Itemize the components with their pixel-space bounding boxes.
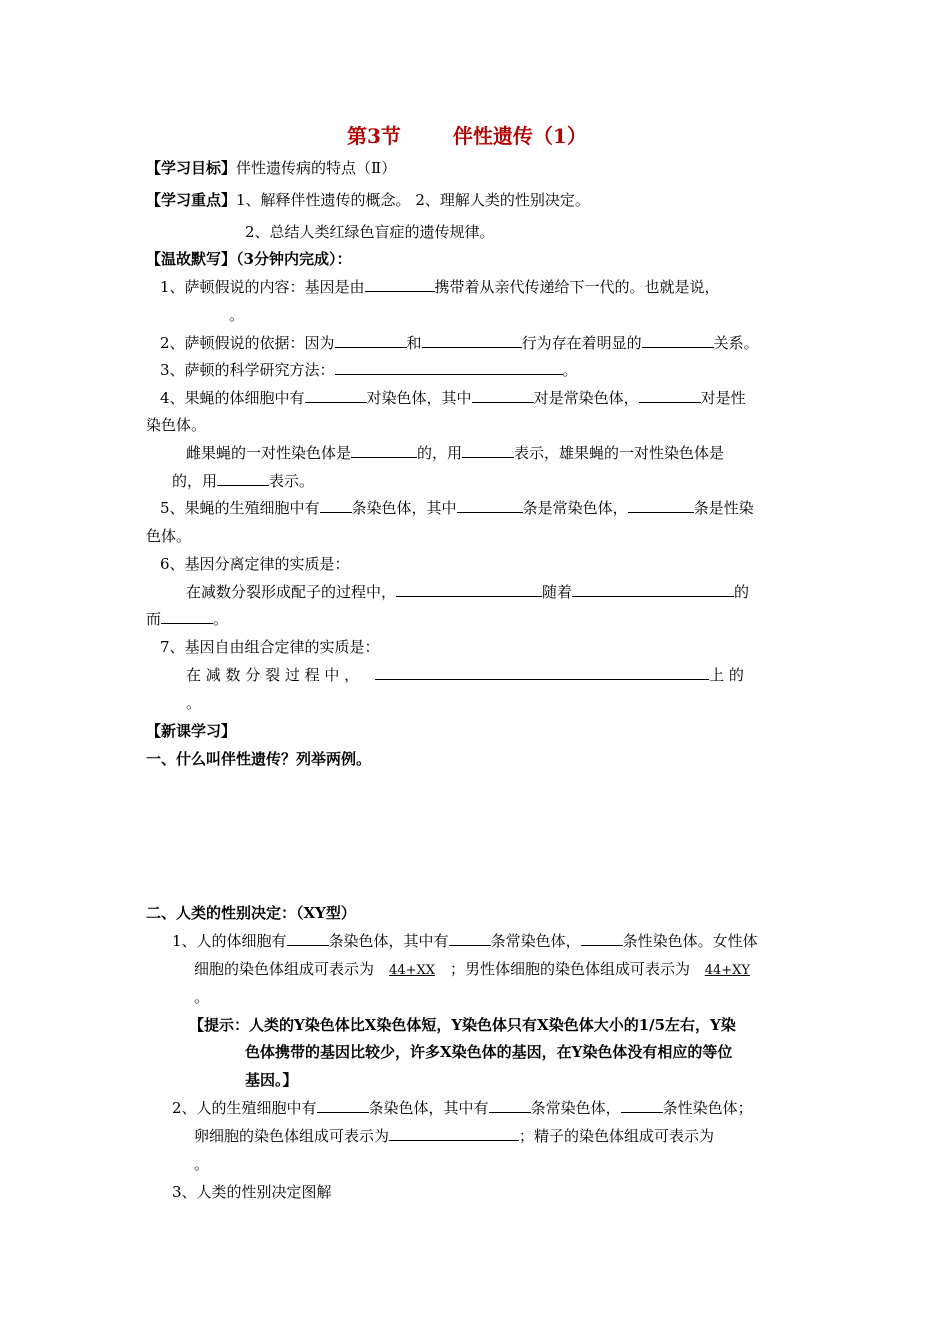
q4-continued: 染色体。 [146,416,207,434]
p2-end: 。 [194,1155,210,1173]
q4-text-j: 表示。 [269,472,315,490]
review-q7-body [186,665,744,685]
q6-text-d: 的 [734,583,750,601]
review-q4-male [172,471,314,491]
objective-line [146,158,396,178]
q2-blank-3[interactable] [642,333,714,348]
male-karyotype: 44+XY [704,963,751,978]
objective-label: 【学习目标】 [146,159,237,177]
p2-text-a: 2、人的生殖细胞中有 [172,1099,317,1117]
q3-blank-1[interactable] [335,360,563,375]
q4-text-h: 表示，雄果蝇的一对性染色体是 [514,444,725,462]
p1-text-e: 细胞的染色体组成可表示为 [194,960,375,978]
q3-text-a: 3、萨顿的科学研究方法： [160,361,335,379]
q6-text-f: 。 [213,610,229,628]
q7-end: 。 [186,694,202,712]
review-q1 [160,277,720,297]
q4-blank-5[interactable] [462,443,514,458]
q5-text-b: 条染色体，其中 [351,499,457,517]
p2-text-b: 条染色体，其中有 [368,1099,489,1117]
p2-blank-4[interactable] [389,1126,519,1141]
q5-blank-1[interactable] [320,498,352,513]
q2-blank-2[interactable] [422,333,522,348]
newlesson-label: 【新课学习】 [146,722,237,740]
section-two-heading: 二、人类的性别决定：（XY型） [146,904,356,922]
q6-text-b: 在减数分裂形成配子的过程中， [186,583,397,601]
q4-blank-3[interactable] [639,388,701,403]
p1-text-b: 条染色体，其中有 [328,932,449,950]
q6-blank-1[interactable] [396,582,542,597]
section-one-heading: 一、什么叫伴性遗传？列举两例。 [146,750,372,768]
q4-text-a: 4、果蝇的体细胞中有 [160,389,305,407]
q5-text-d: 条是性染 [693,499,754,517]
q2-blank-1[interactable] [335,333,407,348]
section-number: 第3节 [347,124,401,148]
p2-blank-3[interactable] [621,1098,663,1113]
female-karyotype: 44+XX [389,963,435,978]
q6-text-c: 随着 [542,583,573,601]
q7-blank-1[interactable] [375,665,709,680]
objective-text: 伴性遗传病的特点（Ⅱ） [236,159,397,177]
q1-end: 。 [229,306,245,324]
q4-blank-1[interactable] [305,388,367,403]
q7-text-b: 在 减 数 分 裂 过 程 中 ， [186,666,360,684]
p2-text-e: 卵细胞的染色体组成可表示为 [194,1127,390,1145]
hint-line-2: 色体携带的基因比较少，许多X染色体的基因，在Y染色体没有相应的等位 [245,1043,733,1061]
part2-q1 [172,931,758,951]
part2-q2-cont [194,1126,714,1146]
q4-blank-6[interactable] [217,471,269,486]
q4-blank-2[interactable] [472,388,534,403]
p1-text-a: 1、人的体细胞有 [172,932,287,950]
page-title [347,126,587,146]
p2-text-d: 条性染色体； [662,1099,753,1117]
hint-line-3: 基因。】 [245,1071,298,1089]
q5-blank-3[interactable] [628,498,694,513]
q1-text-a: 1、萨顿假说的内容：基因是由 [160,278,365,296]
p1-end: 。 [194,988,210,1006]
keypoints-line-2: 2、总结人类红绿色盲症的遗传规律。 [245,223,495,241]
review-q6-body [186,582,749,602]
q5-text-a: 5、果蝇的生殖细胞中有 [160,499,320,517]
review-q6-end [146,609,228,629]
q4-text-f: 雌果蝇的一对性染色体是 [186,444,352,462]
review-q6: 6、基因分离定律的实质是： [160,555,350,573]
p1-blank-3[interactable] [581,931,623,946]
q2-text-d: 关系。 [713,334,759,352]
p2-blank-2[interactable] [489,1098,531,1113]
p1-text-d: 条性染色体。女性体 [622,932,758,950]
p2-blank-1[interactable] [317,1098,369,1113]
q6-blank-2[interactable] [572,582,734,597]
part2-q2 [172,1098,753,1118]
review-q2 [160,333,759,353]
q2-text-c: 行为存在着明显的 [521,334,642,352]
q1-blank-1[interactable] [365,277,435,292]
q6-text-e: 而 [146,610,162,628]
p1-text-g: ；男性体细胞的染色体组成可表示为 [450,960,691,978]
keypoints-text-1: 1、解释伴性遗传的概念。 2、理解人类的性别决定。 [236,191,590,209]
q4-text-i: 的，用 [172,472,218,490]
review-label: 【温故默写】（3分钟内完成）： [146,250,352,268]
p2-text-f: ；精子的染色体组成可表示为 [519,1127,715,1145]
q4-text-g: 的，用 [417,444,463,462]
p1-text-c: 条常染色体， [490,932,581,950]
keypoints-line-1 [146,190,590,210]
part2-q3: 3、人类的性别决定图解 [172,1183,332,1201]
q5-text-c: 条是常染色体， [522,499,628,517]
q6-blank-3[interactable] [161,609,213,624]
q1-text-b: 携带着从亲代传递给下一代的。也就是说， [434,278,720,296]
section-name: 伴性遗传（1） [452,124,587,148]
keypoints-label: 【学习重点】 [146,191,237,209]
part2-q1-cont [194,959,750,981]
review-q4-female [186,443,724,463]
hint-line-1: 【提示：人类的Y染色体比X染色体短，Y染色体只有X染色体大小的1/5左右，Y染 [189,1016,736,1034]
q5-continued: 色体。 [146,527,192,545]
review-q3 [160,360,578,380]
review-q4 [160,388,746,408]
p1-blank-2[interactable] [449,931,491,946]
q2-text-b: 和 [406,334,422,352]
q4-text-d: 对是性 [700,389,746,407]
q4-text-c: 对是常染色体， [533,389,639,407]
q3-text-b: 。 [562,361,578,379]
p1-blank-1[interactable] [287,931,329,946]
q2-text-a: 2、萨顿假说的依据：因为 [160,334,335,352]
review-q7: 7、基因自由组合定律的实质是： [160,638,380,656]
q4-blank-4[interactable] [351,443,417,458]
q7-text-c: 上 的 [709,666,744,684]
q4-text-b: 对染色体，其中 [366,389,472,407]
q5-blank-2[interactable] [457,498,523,513]
p2-text-c: 条常染色体， [530,1099,621,1117]
review-q5 [160,498,754,518]
